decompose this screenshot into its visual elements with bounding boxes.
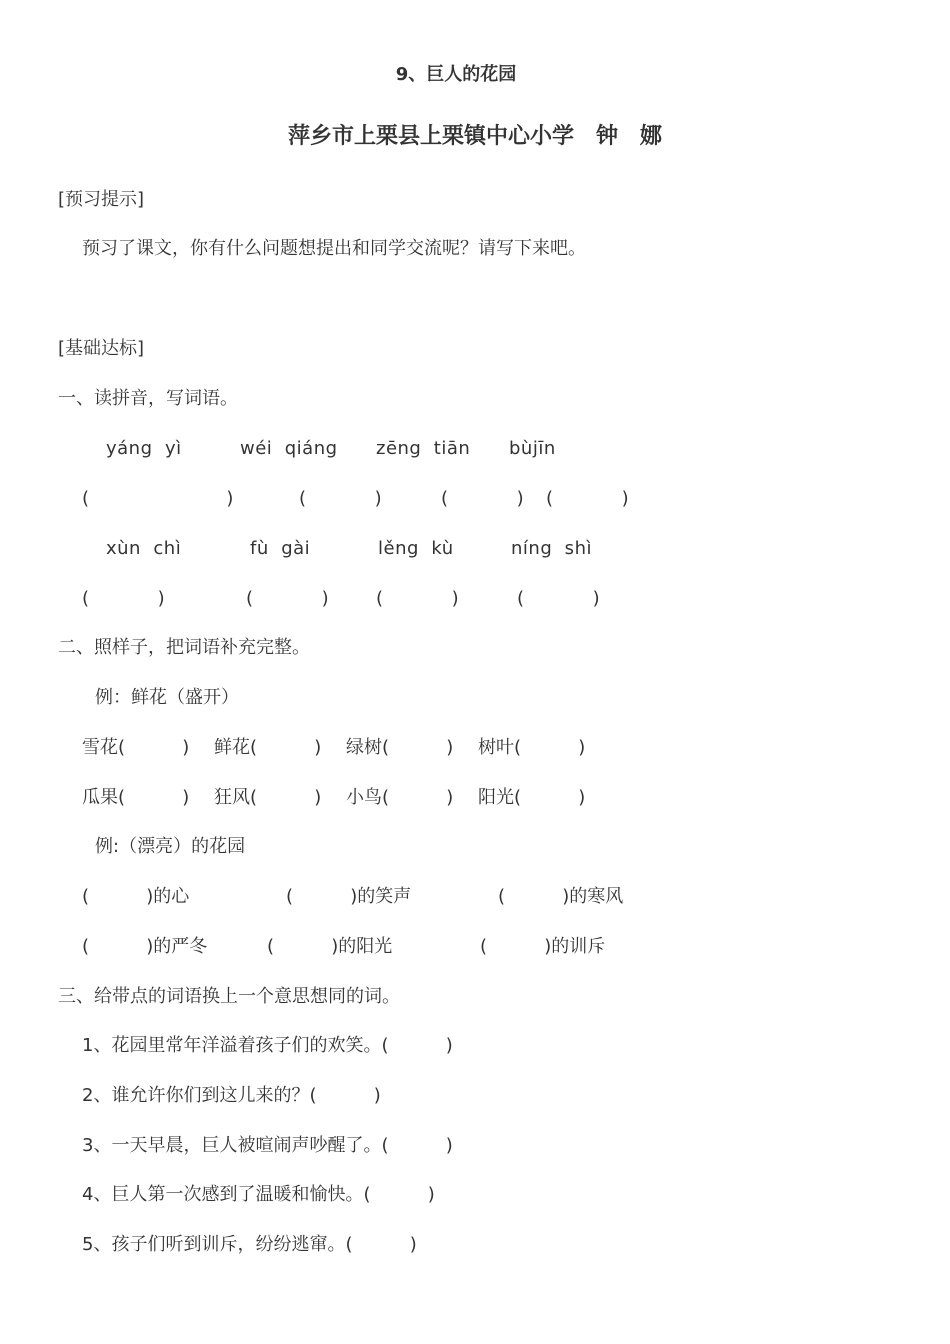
fill-item[interactable]: 狂风( ) xyxy=(214,787,322,808)
synonym-item[interactable]: 1、花园里常年洋溢着孩子们的欢笑。( ) xyxy=(82,1035,453,1056)
answer-blank[interactable]: ( ) xyxy=(546,488,629,509)
pinyin: wéi qiáng xyxy=(240,438,338,459)
fill-item[interactable]: ( )的阳光 xyxy=(267,936,393,957)
example-2: 例:（漂亮）的花园 xyxy=(95,836,246,857)
answer-blank[interactable]: ( ) xyxy=(441,488,524,509)
fill-item[interactable]: ( )的心 xyxy=(82,886,190,907)
synonym-item[interactable]: 5、孩子们听到训斥，纷纷逃窜。( ) xyxy=(82,1234,417,1255)
pinyin: lěng kù xyxy=(378,538,454,559)
author-line: 萍乡市上栗县上栗镇中心小学 钟 娜 xyxy=(287,124,662,149)
pinyin: xùn chì xyxy=(106,538,182,559)
pinyin: bùjīn xyxy=(509,438,556,459)
pinyin: zēng tiān xyxy=(376,438,471,459)
synonym-item[interactable]: 2、谁允许你们到这儿来的？( ) xyxy=(82,1085,381,1106)
fill-item[interactable]: ( )的严冬 xyxy=(82,936,208,957)
fill-item[interactable]: ( )的训斥 xyxy=(480,936,606,957)
basic-heading: [基础达标] xyxy=(58,338,145,359)
preview-text: 预习了课文，你有什么问题想提出和同学交流呢？请写下来吧。 xyxy=(82,238,586,259)
answer-blank[interactable]: ( ) xyxy=(376,588,459,609)
answer-blank[interactable]: ( ) xyxy=(82,588,165,609)
answer-blank[interactable]: ( ) xyxy=(517,588,600,609)
fill-item[interactable]: 鲜花( ) xyxy=(214,737,322,758)
answer-blank[interactable]: ( ) xyxy=(246,588,329,609)
pinyin: níng shì xyxy=(511,538,592,559)
fill-item[interactable]: 瓜果( ) xyxy=(82,787,190,808)
fill-item[interactable]: 阳光( ) xyxy=(478,787,586,808)
fill-item[interactable]: 小鸟( ) xyxy=(346,787,454,808)
pinyin: yáng yì xyxy=(106,438,182,459)
question-3-title: 三、给带点的词语换上一个意思想同的词。 xyxy=(58,986,400,1007)
fill-item[interactable]: 绿树( ) xyxy=(346,737,454,758)
fill-item[interactable]: 树叶( ) xyxy=(478,737,586,758)
answer-blank[interactable]: ( ) xyxy=(299,488,382,509)
answer-blank[interactable]: ( ) xyxy=(82,488,234,509)
synonym-item[interactable]: 4、巨人第一次感到了温暖和愉快。( ) xyxy=(82,1184,435,1205)
question-1-title: 一、读拼音，写词语。 xyxy=(58,388,238,409)
lesson-title: 9、巨人的花园 xyxy=(395,64,517,85)
example-1: 例：鲜花（盛开） xyxy=(95,687,239,708)
synonym-item[interactable]: 3、一天早晨，巨人被喧闹声吵醒了。( ) xyxy=(82,1135,453,1156)
fill-item[interactable]: ( )的笑声 xyxy=(286,886,412,907)
preview-heading: [预习提示] xyxy=(58,189,145,210)
question-2-title: 二、照样子，把词语补充完整。 xyxy=(58,637,310,658)
fill-item[interactable]: ( )的寒风 xyxy=(498,886,624,907)
pinyin: fù gài xyxy=(250,538,311,559)
fill-item[interactable]: 雪花( ) xyxy=(82,737,190,758)
